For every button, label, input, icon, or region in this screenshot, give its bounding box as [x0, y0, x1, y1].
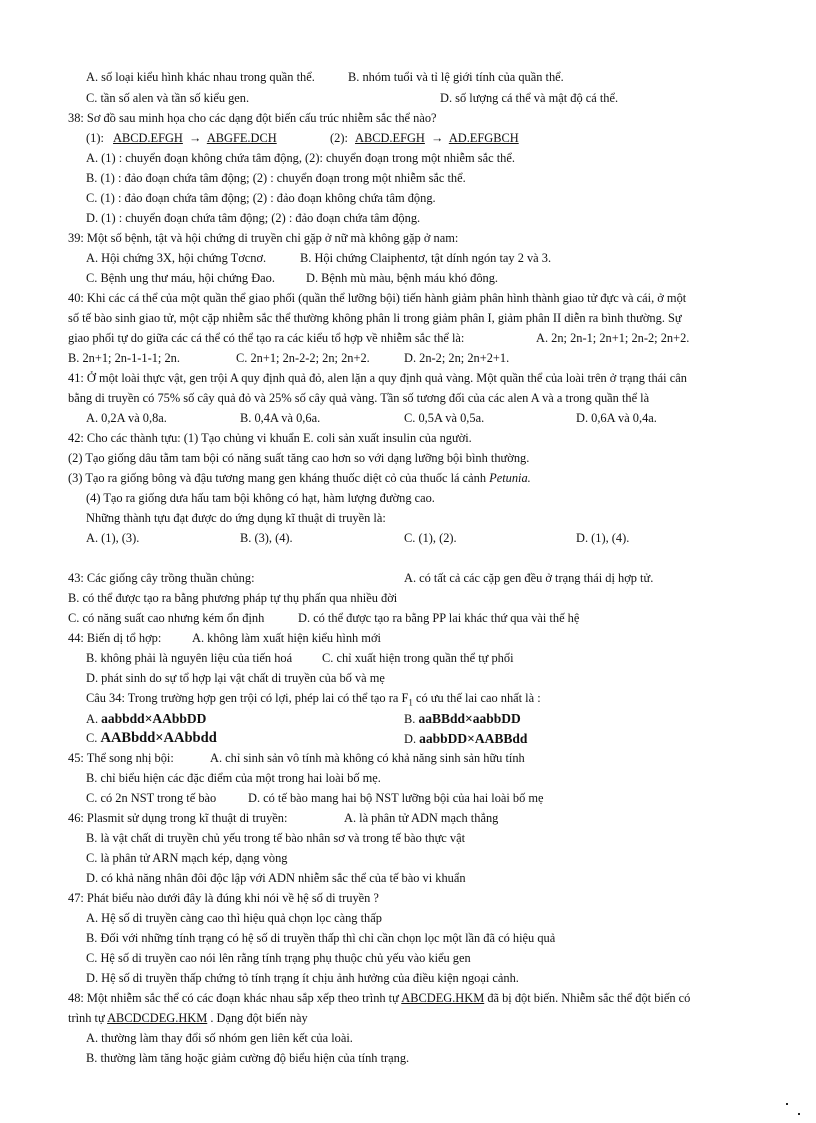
q39-option-d: D. Bệnh mù màu, bệnh máu khó đông.	[306, 271, 499, 285]
q42-item-4: (4) Tạo ra giống dưa hấu tam bội không có hạt, hàm lượng đường cao.	[86, 491, 435, 505]
q41-stem-line-2: bằng di truyền có 75% số cây quả đỏ và 25% số cây quả vàng. Tần số tương đối của các alen A và a trong quần thể là	[68, 391, 650, 405]
q45-option-a: A. chỉ sinh sản vô tính mà không có khả năng sinh sản hữu tính	[210, 751, 525, 765]
q41-stem-line-1: 41: Ở một loài thực vật, gen trội A quy định quả đỏ, alen lặn a quy định quả vàng. Một quần thể của loài trên ở trạng thái cân	[68, 371, 687, 385]
page-corner-mark	[786, 1103, 788, 1105]
q47-option-a: A. Hệ số di truyền càng cao thì hiệu quả chọn lọc càng thấp	[86, 911, 382, 925]
q48-stem-line-1	[68, 991, 690, 1006]
q38-scheme-2	[330, 131, 519, 146]
q34-option-a-cross: aabbdd×AAbbDD	[101, 711, 207, 726]
q34-option-b	[404, 711, 521, 727]
q38-scheme-1-label: (1):	[86, 131, 104, 145]
q34-option-d-label: D.	[404, 732, 417, 746]
q44-option-b: B. không phải là nguyên liệu của tiến hoá	[86, 651, 293, 665]
q40-stem-line-1: 40: Khi các cá thể của một quần thể giao phối (quần thể lưỡng bội) tiến hành giảm phân hình thành giao tử đực và cái, ở một	[68, 291, 687, 305]
q34-stem-text-end: có ưu thế lai cao nhất là :	[412, 691, 541, 705]
q39-stem: 39: Một số bệnh, tật và hội chứng di truyền chỉ gặp ở nữ mà không gặp ở nam:	[68, 231, 459, 245]
q34-option-d-cross: aabbDD×AABBdd	[419, 731, 528, 746]
q37-option-a: A. số loại kiểu hình khác nhau trong quần thể.	[86, 70, 315, 84]
q40-stem-line-2: số tế bào sinh giao tử, một cặp nhiễm sắc thể thường không phân li trong giảm phân I, giảm phân II diễn ra bình thường. Sự	[68, 311, 682, 325]
q48-stem-line-2-text: trình tự	[68, 1011, 108, 1025]
q38-option-b: B. (1) : đảo đoạn chứa tâm động; (2) : chuyển đoạn trong một nhiễm sắc thể.	[86, 171, 466, 185]
q37-option-d: D. số lượng cá thể và mật độ cá thể.	[440, 91, 619, 105]
q41-option-c: C. 0,5A và 0,5a.	[404, 411, 485, 425]
q38-scheme-2-label: (2):	[330, 131, 348, 145]
q38-stem: 38: Sơ đồ sau minh họa cho các dạng đột biến cấu trúc nhiễm sắc thể nào?	[68, 111, 437, 125]
q48-stem-line-2-end: . Dạng đột biến này	[207, 1011, 308, 1025]
q38-scheme-2-mutant: AD.EFGBCH	[448, 131, 519, 145]
q43-option-a: A. có tất cả các cặp gen đều ở trạng thái dị hợp tử.	[404, 571, 654, 585]
q34-option-b-label: B.	[404, 712, 416, 726]
q40-option-d: D. 2n-2; 2n; 2n+2+1.	[404, 351, 510, 365]
q47-stem: 47: Phát biểu nào dưới đây là đúng khi nói về hệ số di truyền ?	[68, 891, 379, 905]
q38-scheme-1	[86, 131, 277, 146]
q41-option-b: B. 0,4A và 0,6a.	[240, 411, 321, 425]
q46-option-a: A. là phân tử ADN mạch thẳng	[344, 811, 499, 825]
q48-stem-text: 48: Một nhiễm sắc thể có các đoạn khác nhau sắp xếp theo trình tự	[68, 991, 402, 1005]
q40-option-a: A. 2n; 2n-1; 2n+1; 2n-2; 2n+2.	[536, 331, 690, 345]
q34-stem	[86, 691, 541, 710]
q46-option-d: D. có khả năng nhân đôi độc lập với ADN nhiễm sắc thể của tế bào vi khuẩn	[86, 871, 466, 885]
q42-item-3-species: Petunia.	[489, 471, 531, 485]
q42-option-a: A. (1), (3).	[86, 531, 140, 545]
q38-option-d: D. (1) : chuyển đoạn chứa tâm động; (2) : đảo đoạn chứa tâm động.	[86, 211, 421, 225]
q42-option-c: C. (1), (2).	[404, 531, 457, 545]
q44-option-c: C. chỉ xuất hiện trong quần thể tự phối	[322, 651, 514, 665]
page-corner-mark	[798, 1113, 800, 1115]
q34-option-a-label: A.	[86, 712, 99, 726]
q44-option-d: D. phát sinh do sự tổ hợp lại vật chất di truyền của bố và mẹ	[86, 671, 385, 685]
q45-option-b: B. chỉ biểu hiện các đặc điểm của một trong hai loài bố mẹ.	[86, 771, 381, 785]
q42-item-3	[68, 471, 531, 486]
q47-option-d: D. Hệ số di truyền thấp chứng tỏ tính trạng ít chịu ảnh hưởng của điều kiện ngoại cảnh.	[86, 971, 519, 985]
q38-scheme-2-original: ABCD.EFGH	[355, 131, 425, 145]
q42-item-3-text: (3) Tạo ra giống bông và đậu tương mang gen kháng thuốc diệt cỏ của thuốc lá cảnh	[68, 471, 490, 485]
q38-option-c: C. (1) : đảo đoạn chứa tâm động; (2) : đảo đoạn không chứa tâm động.	[86, 191, 436, 205]
q45-stem: 45: Thể song nhị bội:	[68, 751, 174, 765]
q43-option-d: D. có thể được tạo ra bằng PP lai khác thứ qua vài thế hệ	[298, 611, 580, 625]
q42-option-d: D. (1), (4).	[576, 531, 630, 545]
q34-stem-subscript: 1	[408, 697, 413, 708]
q34-option-c	[86, 731, 217, 746]
q39-option-a: A. Hội chứng 3X, hội chứng Tơcnơ.	[86, 251, 267, 265]
q37-option-b: B. nhóm tuổi và tỉ lệ giới tính của quần thể.	[348, 70, 564, 84]
q43-stem: 43: Các giống cây trồng thuần chủng:	[68, 571, 255, 585]
q42-question: Những thành tựu đạt được do ứng dụng kĩ thuật di truyền là:	[86, 511, 386, 525]
q42-item-2: (2) Tạo giống dâu tằm tam bội có năng suất tăng cao hơn so với dạng lưỡng bội bình thường.	[68, 451, 530, 465]
q34-option-d	[404, 731, 527, 747]
arrow-icon: →	[189, 131, 202, 145]
q48-stem-line-2	[68, 1011, 308, 1026]
q34-option-b-cross: aaBBdd×aabbDD	[418, 711, 521, 726]
q41-option-a: A. 0,2A và 0,8a.	[86, 411, 167, 425]
q34-option-c-label: C.	[86, 731, 98, 745]
q34-stem-text: Câu 34: Trong trường hợp gen trội có lợi, phép lai có thể tạo ra F	[86, 691, 409, 705]
q37-option-c: C. tần số alen và tần số kiểu gen.	[86, 91, 250, 105]
q48-stem-text-end: đã bị đột biến. Nhiễm sắc thể đột biến có	[484, 991, 691, 1005]
q34-option-a	[86, 711, 206, 727]
q48-mutant-sequence: ABCDCDEG.HKM	[107, 1011, 208, 1025]
q40-option-c: C. 2n+1; 2n-2-2; 2n; 2n+2.	[236, 351, 370, 365]
q40-option-b: B. 2n+1; 2n-1-1-1; 2n.	[68, 351, 180, 365]
q34-option-c-cross: AABbdd×AAbbdd	[100, 730, 217, 746]
q44-stem: 44: Biến dị tổ hợp:	[68, 631, 162, 645]
q48-original-sequence: ABCDEG.HKM	[401, 991, 485, 1005]
q46-option-b: B. là vật chất di truyền chủ yếu trong tế bào nhân sơ và trong tế bào thực vật	[86, 831, 466, 845]
q48-option-a: A. thường làm thay đổi số nhóm gen liên kết của loài.	[86, 1031, 353, 1045]
q43-option-b: B. có thể được tạo ra bằng phương pháp tự thụ phấn qua nhiều đời	[68, 591, 398, 605]
q41-option-d: D. 0,6A và 0,4a.	[576, 411, 657, 425]
q42-option-b: B. (3), (4).	[240, 531, 293, 545]
q46-option-c: C. là phân tử ARN mạch kép, dạng vòng	[86, 851, 288, 865]
q38-scheme-1-mutant: ABGFE.DCH	[206, 131, 277, 145]
q45-option-c: C. có 2n NST trong tế bào	[86, 791, 217, 805]
q47-option-b: B. Đối với những tính trạng có hệ số di truyền thấp thì chỉ cần chọn lọc một lần đã có hiệu quả	[86, 931, 556, 945]
arrow-icon: →	[431, 131, 444, 145]
q42-stem: 42: Cho các thành tựu: (1) Tạo chủng vi khuẩn E. coli sản xuất insulin của người.	[68, 431, 472, 445]
q45-option-d: D. có tế bào mang hai bộ NST lưỡng bội của hai loài bố mẹ	[248, 791, 544, 805]
q44-option-a: A. không làm xuất hiện kiểu hình mới	[192, 631, 381, 645]
q40-stem-line-3: giao phối tự do giữa các cá thể có thể tạo ra các kiểu tổ hợp về nhiễm sắc thể là:	[68, 331, 465, 345]
q39-option-b: B. Hội chứng Claiphentơ, tật dính ngón tay 2 và 3.	[300, 251, 552, 265]
q48-option-b: B. thường làm tăng hoặc giảm cường độ biểu hiện của tính trạng.	[86, 1051, 410, 1065]
q47-option-c: C. Hệ số di truyền cao nói lên rằng tính trạng phụ thuộc chủ yếu vào kiểu gen	[86, 951, 471, 965]
q38-option-a: A. (1) : chuyển đoạn không chứa tâm động, (2): chuyển đoạn trong một nhiễm sắc thể.	[86, 151, 515, 165]
q46-stem: 46: Plasmit sử dụng trong kĩ thuật di truyền:	[68, 811, 288, 825]
q38-scheme-1-original: ABCD.EFGH	[113, 131, 183, 145]
q39-option-c: C. Bệnh ung thư máu, hội chứng Đao.	[86, 271, 275, 285]
q43-option-c: C. có năng suất cao nhưng kém ổn định	[68, 611, 265, 625]
